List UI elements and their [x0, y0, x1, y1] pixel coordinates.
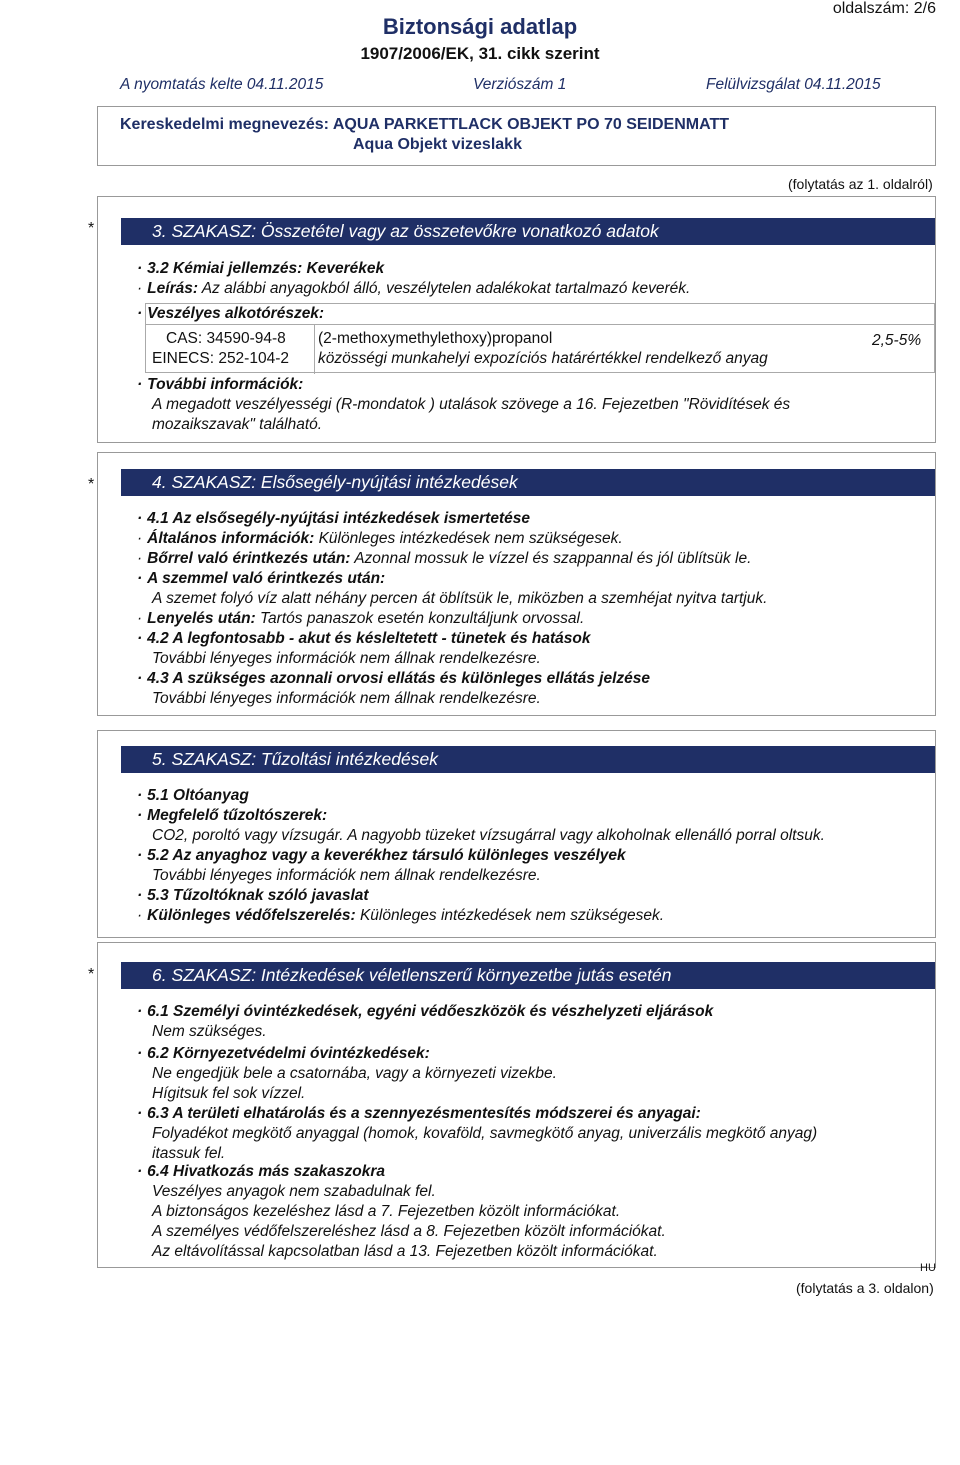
section-5-heading: 5. SZAKASZ: Tűzoltási intézkedések [121, 746, 935, 773]
s4-line-4: · A szemmel való érintkezés után: [137, 570, 386, 587]
s4-line-2: · Általános információk: Különleges intézkedések nem szükségesek. [137, 530, 623, 547]
s4-line-10: További lényeges információk nem állnak rendelkezésre. [152, 690, 541, 707]
s3-text-2: mozaikszavak" található. [152, 416, 323, 433]
document-subtitle: 1907/2006/EK, 31. cikk szerint [360, 44, 600, 63]
s6-line-5: Hígitsuk fel sok vízzel. [152, 1085, 306, 1102]
language-code: HU [920, 1262, 936, 1274]
change-marker: * [88, 476, 95, 493]
s5-line-7: · Különleges védőfelszerelés: Különleges intézkedések nem szükségesek. [137, 907, 665, 924]
review-date: Felülvizsgálat 04.11.2015 [706, 76, 881, 93]
s4-line-7: · 4.2 A legfontosabb - akut és késleltetett - tünetek és hatások [137, 630, 591, 647]
s6-line-10: Veszélyes anyagok nem szabadulnak fel. [152, 1183, 436, 1200]
s4-line-5: A szemet folyó víz alatt néhány percen át öblítsük le, miközben a szemhéjat nyitva tartjuk. [152, 590, 768, 607]
s5-line-3: CO2, poroltó vagy vízsugár. A nagyobb tüzeket vízsugárral vagy alkoholnak ellenálló porral oltsuk. [152, 827, 825, 844]
s4-line-6: · Lenyelés után: Tartós panaszok esetén konzultáljunk orvossal. [137, 610, 585, 627]
continued-from: (folytatás az 1. oldalról) [788, 176, 933, 192]
section-4-heading: 4. SZAKASZ: Elsősegély-nyújtási intézkedések [121, 469, 935, 496]
continued-to: (folytatás a 3. oldalon) [796, 1280, 934, 1296]
s3-description: · Leírás: Az alábbi anyagokból álló, veszélytelen adalékokat tartalmazó keverék. [137, 280, 691, 297]
s6-line-6: · 6.3 A területi elhatárolás és a szennyezésmentesítés módszerei és anyagai: [137, 1105, 701, 1122]
s6-line-9: · 6.4 Hivatkozás más szakaszokra [137, 1163, 385, 1180]
s4-line-3: · Bőrrel való érintkezés után: Azonnal mossuk le vízzel és szappannal és jól üblítsük le. [137, 550, 752, 567]
s5-line-4: · 5.2 Az anyaghoz vagy a keverékhez társuló különleges veszélyek [137, 847, 626, 864]
s3-chemical-char: · 3.2 Kémiai jellemzés: Keverékek [137, 260, 385, 277]
print-date: A nyomtatás kelte 04.11.2015 [120, 76, 324, 93]
s6-line-3: · 6.2 Környezetvédelmi óvintézkedések: [137, 1045, 430, 1062]
s4-line-1: · 4.1 Az elsősegély-nyújtási intézkedések ismertetése [137, 510, 530, 527]
product-name: Kereskedelmi megnevezés: AQUA PARKETTLACK OBJEKT PO 70 SEIDENMATT [120, 116, 730, 133]
section-6-heading: 6. SZAKASZ: Intézkedések véletlenszerű környezetbe jutás esetén [121, 962, 935, 989]
component-note: közösségi munkahelyi expozíciós határértékkel rendelkező anyag [318, 350, 768, 367]
section-3-heading: 3. SZAKASZ: Összetétel vagy az összetevőkre vonatkozó adatok [121, 218, 935, 245]
component-name: (2-methoxymethylethoxy)propanol [318, 330, 553, 347]
s6-line-2: Nem szükséges. [152, 1023, 267, 1040]
s6-line-7: Folyadékot megkötő anyaggal (homok, kovaföld, savmegkötő anyag, univerzális megkötő anyag) [152, 1125, 818, 1142]
version-number: Verziószám 1 [473, 76, 567, 93]
product-subname: Aqua Objekt vizeslakk [353, 136, 522, 153]
change-marker: * [88, 966, 95, 983]
s6-line-12: A személyes védőfelszereléshez lásd a 8. Fejezetben közölt információkat. [152, 1223, 666, 1240]
s6-line-1: · 6.1 Személyi óvintézkedések, egyéni védőeszközök és vészhelyzeti eljárások [137, 1003, 714, 1020]
s6-line-13: Az eltávolítással kapcsolatban lásd a 13. Fejezetben közölt információkat. [152, 1243, 658, 1260]
s5-line-5: További lényeges információk nem állnak rendelkezésre. [152, 867, 541, 884]
s6-line-11: A biztonságos kezeléshez lásd a 7. Fejezetben közölt információkat. [152, 1203, 621, 1220]
s3-further-info: · További információk: [137, 376, 304, 393]
s3-text-1: A megadott veszélyességi (R-mondatok ) utalások szövege a 16. Fejezetben "Rövidítések és [152, 396, 791, 413]
change-marker: * [88, 220, 95, 237]
component-percentage: 2,5-5% [872, 332, 922, 349]
s4-line-9: · 4.3 A szükséges azonnali orvosi ellátás és különleges ellátás jelzése [137, 670, 651, 687]
s3-hazardous-components: · Veszélyes alkotórészek: [137, 305, 325, 322]
cas-number: CAS: 34590-94-8 [166, 330, 286, 347]
s5-line-1: · 5.1 Oltóanyag [137, 787, 249, 804]
document-title: Biztonsági adatlap [382, 14, 578, 39]
einecs-number: EINECS: 252-104-2 [152, 350, 289, 367]
page-number: oldalszám: 2/6 [832, 0, 936, 17]
s5-line-6: · 5.3 Tűzoltóknak szóló javaslat [137, 887, 369, 904]
s4-line-8: További lényeges információk nem állnak rendelkezésre. [152, 650, 541, 667]
s6-line-8: itassuk fel. [152, 1145, 226, 1162]
s5-line-2: · Megfelelő tűzoltószerek: [137, 807, 328, 824]
s6-line-4: Ne engedjük bele a csatornába, vagy a környezeti vizekbe. [152, 1065, 557, 1082]
